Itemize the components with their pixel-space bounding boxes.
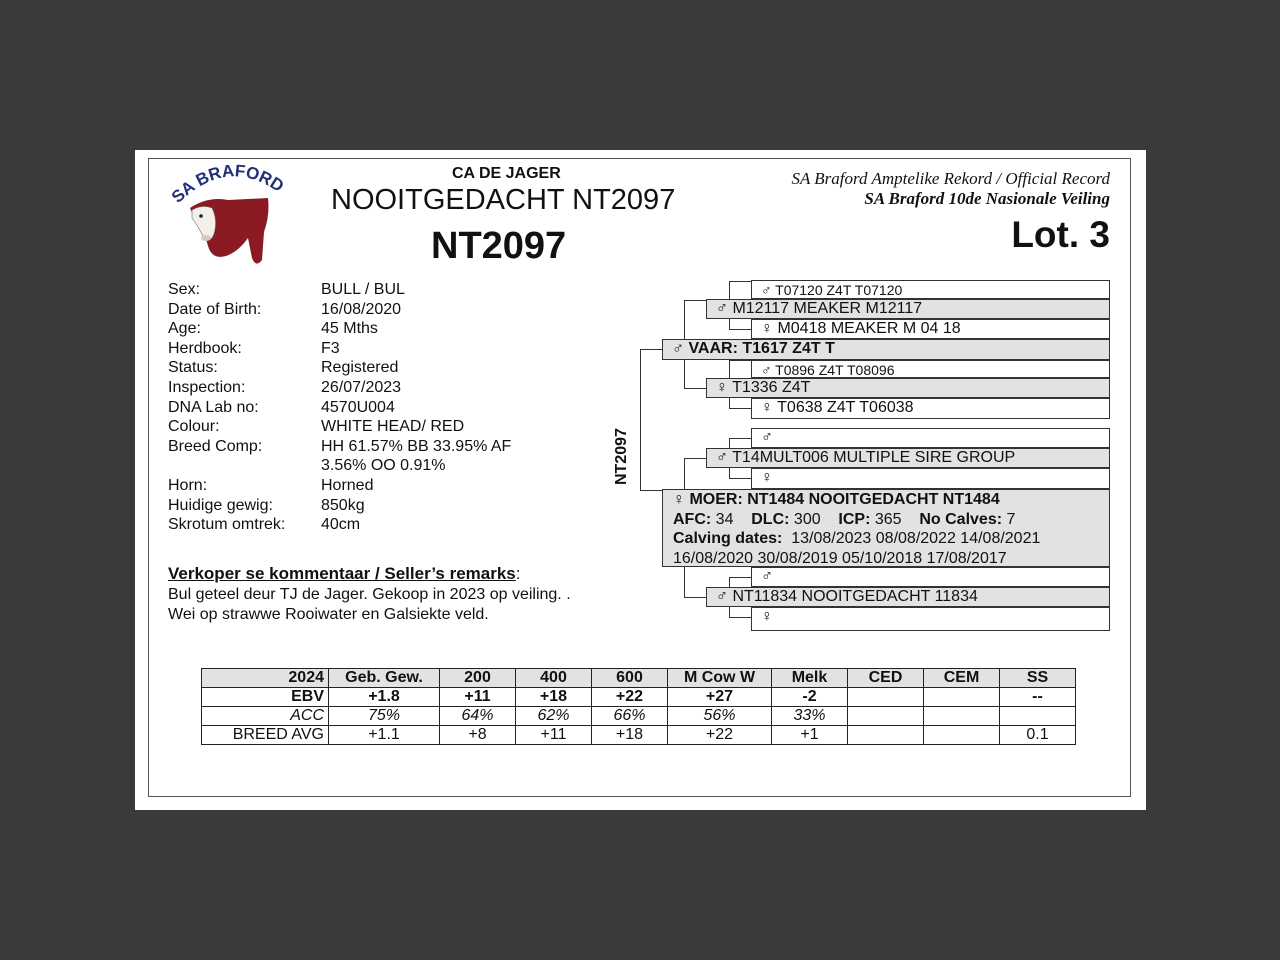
pedigree-line <box>729 329 751 330</box>
dam-calving-row <box>673 529 1109 549</box>
dam-dlc-label: DLC: <box>751 510 790 528</box>
info-value: 850kg <box>321 496 365 514</box>
info-row <box>168 437 561 476</box>
animal-id: NT2097 <box>431 225 567 267</box>
info-label: DNA Lab no: <box>168 398 259 416</box>
svg-text:SA BRAFORD <box>168 161 287 207</box>
ebv-table <box>201 668 1076 745</box>
info-value: 45 Mths <box>321 320 378 338</box>
table-cell: +1.1 <box>329 726 440 745</box>
info-value: 26/07/2023 <box>321 378 402 396</box>
pedigree-sire-sire: ♂ M12117 MEAKER M12117 <box>706 299 1110 319</box>
table-header-row <box>202 669 1076 688</box>
info-row <box>168 339 561 359</box>
pedigree-line <box>729 438 730 448</box>
table-cell <box>848 707 924 726</box>
info-label: Breed Comp: <box>168 437 263 455</box>
table-header: Geb. Gew. <box>329 669 440 688</box>
pedigree-line <box>729 281 730 299</box>
pedigree-line <box>729 408 751 409</box>
pedigree-line <box>729 281 751 282</box>
table-cell <box>924 707 1000 726</box>
dam-icp: 365 <box>874 510 902 528</box>
dam-stats <box>673 510 1109 530</box>
info-value: 40cm <box>321 516 361 534</box>
pedigree-line <box>640 349 662 350</box>
info-label: Horn: <box>168 476 208 494</box>
dam-calving-2: 16/08/2020 30/08/2019 05/10/2018 17/08/2017 <box>673 549 1007 567</box>
table-row <box>202 707 1076 726</box>
info-label: Herdbook: <box>168 339 242 357</box>
pedigree-line <box>729 617 751 618</box>
pedigree-sire-dam-sire: ♂ T0896 Z4T T08096 <box>751 360 1110 378</box>
pedigree-line <box>684 458 685 489</box>
info-label: Status: <box>168 359 218 377</box>
table-cell: +11 <box>516 726 592 745</box>
info-value: F3 <box>321 339 340 357</box>
pedigree-dam-dam: ♂ NT11834 NOOITGEDACHT 11834 <box>706 587 1110 607</box>
info-value: BULL / BUL <box>321 281 405 298</box>
table-cell <box>1000 707 1076 726</box>
table-cell: -- <box>1000 688 1076 707</box>
pedigree-side-label: NT2097 <box>613 428 630 485</box>
pedigree-sire-dam-dam: ♀ T0638 Z4T T06038 <box>751 398 1110 419</box>
table-header: 200 <box>440 669 516 688</box>
table-cell: 0.1 <box>1000 726 1076 745</box>
animal-name: NOOITGEDACHT NT2097 <box>331 184 676 216</box>
table-cell: +22 <box>592 688 668 707</box>
info-label: Age: <box>168 320 201 338</box>
dam-calving-1: 13/08/2023 08/08/2022 14/08/2021 <box>791 530 1041 547</box>
pedigree-sire-sire-dam: ♀ M0418 MEAKER M 04 18 <box>751 319 1110 339</box>
info-row <box>168 398 561 418</box>
dam-calves-label: No Calves: <box>919 510 1003 528</box>
table-cell: 64% <box>440 707 516 726</box>
table-header: 2024 <box>202 669 329 688</box>
pedigree-line <box>640 490 662 491</box>
table-cell <box>924 688 1000 707</box>
pedigree-line <box>729 607 730 617</box>
info-label: Colour: <box>168 418 220 436</box>
table-header: 600 <box>592 669 668 688</box>
info-label: Skrotum omtrek: <box>168 516 286 534</box>
table-cell: +11 <box>440 688 516 707</box>
lot-number: Lot. 3 <box>1011 214 1110 255</box>
info-row <box>168 319 561 339</box>
pedigree-line <box>684 300 706 301</box>
table-header: CED <box>848 669 924 688</box>
info-value: Registered <box>321 359 399 377</box>
info-label: Sex: <box>168 281 201 298</box>
remarks-title: Verkoper se kommentaar / Seller’s remarks <box>168 564 516 583</box>
pedigree-sire-sire-sire: ♂ T07120 Z4T T07120 <box>751 280 1110 299</box>
remarks-text: Bul geteel deur TJ de Jager. Gekoop in 2023 op veiling. . Wei op strawwe Rooiwater en Galsiekte veld. <box>168 586 571 623</box>
info-label: Huidige gewig: <box>168 496 273 514</box>
remarks-colon: : <box>515 564 521 583</box>
pedigree-dam-sire-dam: ♀ <box>751 468 1110 489</box>
pedigree-sire: ♂ VAAR: T1617 Z4T T <box>662 339 1110 360</box>
pedigree-line <box>684 359 685 388</box>
info-row <box>168 496 561 516</box>
info-value: 4570U004 <box>321 398 395 416</box>
table-cell: 66% <box>592 707 668 726</box>
dam-afc: 34 <box>715 510 734 528</box>
animal-info <box>168 280 561 535</box>
pedigree-line <box>729 319 730 329</box>
table-cell <box>924 726 1000 745</box>
table-cell: +8 <box>440 726 516 745</box>
info-row <box>168 300 561 320</box>
pedigree-line <box>684 388 706 389</box>
table-cell: 75% <box>329 707 440 726</box>
table-cell: +1 <box>772 726 848 745</box>
dam-title: ♀ MOER: NT1484 NOOITGEDACHT NT1484 <box>673 491 1000 508</box>
info-row <box>168 358 561 378</box>
dam-calves: 7 <box>1006 510 1016 528</box>
table-header: Melk <box>772 669 848 688</box>
table-cell: +27 <box>668 688 772 707</box>
table-row <box>202 688 1076 707</box>
pedigree-line <box>684 458 706 459</box>
table-header: CEM <box>924 669 1000 688</box>
pedigree-line <box>729 478 751 479</box>
info-value: Horned <box>321 476 374 494</box>
table-header: M Cow W <box>668 669 772 688</box>
table-cell: -2 <box>772 688 848 707</box>
table-header: 400 <box>516 669 592 688</box>
table-cell: 56% <box>668 707 772 726</box>
info-row <box>168 515 561 535</box>
record-line: SA Braford Amptelike Rekord / Official Record <box>791 169 1110 188</box>
info-label: Inspection: <box>168 378 246 396</box>
auction-line: SA Braford 10de Nasionale Veiling <box>864 189 1110 208</box>
table-cell: BREED AVG <box>202 726 329 745</box>
pedigree-line <box>684 300 685 340</box>
table-cell: +18 <box>516 688 592 707</box>
info-value: 16/08/2020 <box>321 300 402 318</box>
table-cell: +22 <box>668 726 772 745</box>
pedigree-sire-dam: ♀ T1336 Z4T <box>706 378 1110 398</box>
info-value: WHITE HEAD/ RED <box>321 418 465 436</box>
pedigree-line <box>684 567 685 597</box>
pedigree-line <box>729 360 751 361</box>
dam-icp-label: ICP: <box>838 510 871 528</box>
table-cell: ACC <box>202 707 329 726</box>
pedigree-line <box>729 468 730 478</box>
info-row <box>168 417 561 437</box>
table-row <box>202 726 1076 745</box>
table-cell: 33% <box>772 707 848 726</box>
pedigree-line <box>684 597 706 598</box>
pedigree-dam-dam-dam: ♀ <box>751 607 1110 631</box>
pedigree-line <box>729 577 730 587</box>
pedigree-line <box>729 438 751 439</box>
dam-afc-label: AFC: <box>673 510 712 528</box>
table-cell <box>848 726 924 745</box>
pedigree-dam-sire: ♂ T14MULT006 MULTIPLE SIRE GROUP <box>706 448 1110 468</box>
table-header: SS <box>1000 669 1076 688</box>
dam-dlc: 300 <box>793 510 821 528</box>
logo-text: SA BRAFORD <box>168 161 288 207</box>
pedigree-dam-dam-sire: ♂ <box>751 567 1110 587</box>
info-label: Date of Birth: <box>168 300 262 318</box>
table-cell <box>848 688 924 707</box>
pedigree-line <box>640 349 641 490</box>
table-cell: +1.8 <box>329 688 440 707</box>
pedigree-line <box>729 577 751 578</box>
table-cell: +18 <box>592 726 668 745</box>
pedigree-line <box>729 360 730 378</box>
table-cell: EBV <box>202 688 329 707</box>
table-cell: 62% <box>516 707 592 726</box>
pedigree-dam-sire-sire: ♂ <box>751 428 1110 448</box>
remarks-heading <box>168 564 521 584</box>
dam-calving-label: Calving dates: <box>673 530 783 547</box>
info-value: HH 61.57% BB 33.95% AF 3.56% OO 0.91% <box>321 437 512 475</box>
info-row <box>168 378 561 398</box>
pedigree-line <box>729 398 730 408</box>
sa-braford-logo <box>168 160 293 272</box>
info-row <box>168 476 561 496</box>
owner-name: CA DE JAGER <box>452 165 561 182</box>
info-row <box>168 280 561 300</box>
pedigree-dam <box>662 489 1110 567</box>
